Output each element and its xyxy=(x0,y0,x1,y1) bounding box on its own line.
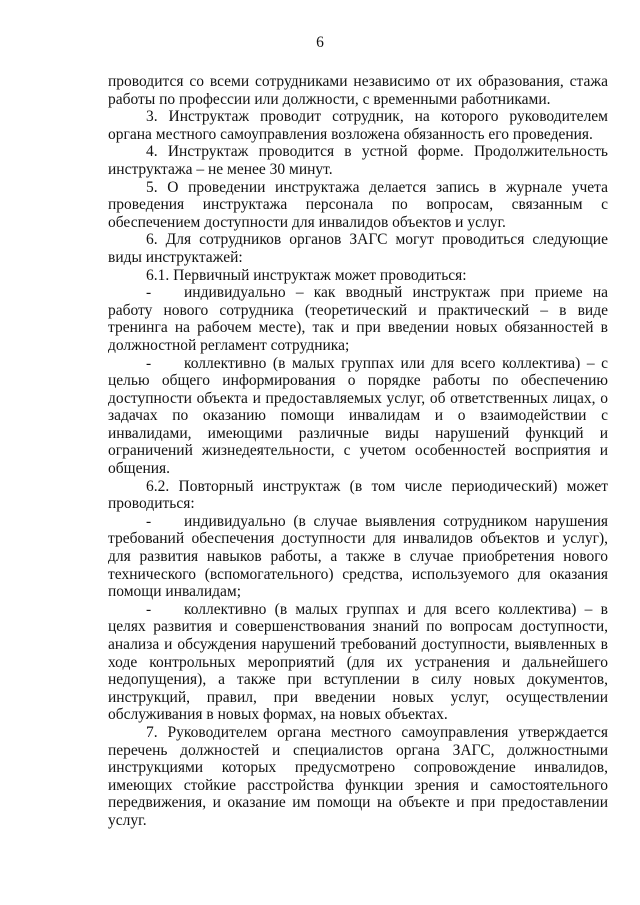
paragraph-7: 7. Руководителем органа местного самоуправления утверждается перечень должностей и специалистов органа ЗАГС, должностными инструкциями которых предусмотрено сопровождение инвалидов, имеющих стойкие расстройства функции зрения и самостоятельного передвижения, и оказание им помощи на объекте и при предоставлении услуг. xyxy=(108,723,608,829)
list-item-text: коллективно (в малых группах и для всего коллектива) – в целях развития и совершенствования знаний по вопросам доступности, анализа и обсуждения нарушений требований доступности, выявленных в ходе контрольных мероприятий (для их устранения и дальнейшего недопущения), а также при вступлении в силу новых документов, инструкций, правил, при введении новых услуг, осуществлении обслуживания в новых формах, на новых объектах. xyxy=(108,600,608,724)
paragraph-continuation: проводится со всеми сотрудниками независимо от их образования, стажа работы по профессии или должности, с временными работниками. xyxy=(108,73,608,108)
list-item-text: индивидуально (в случае выявления сотрудником нарушения требований обеспечения доступности для инвалидов объектов и услуг), для развития навыков работы, а также в случае приобретения нового технического (вспомогательного) средства, используемого для оказания помощи инвалидам; xyxy=(108,512,608,601)
paragraph-6-1: 6.1. Первичный инструктаж может проводиться: xyxy=(146,266,467,284)
paragraph-6-2: 6.2. Повторный инструктаж (в том числе периодический) может проводиться: xyxy=(108,477,608,513)
dash-marker: - xyxy=(146,284,152,302)
paragraph-6: 6. Для сотрудников органов ЗАГС могут проводиться следующие виды инструктажей: xyxy=(108,231,608,266)
list-item xyxy=(108,355,608,478)
page-number: 6 xyxy=(316,34,324,51)
paragraph-5: 5. О проведении инструктажа делается запись в журнале учета проведения инструктажа персонала по вопросам, связанным с обеспечением доступности для инвалидов объектов и услуг. xyxy=(108,178,608,231)
dash-marker: - xyxy=(146,512,152,530)
paragraph-4: 4. Инструктаж проводится в устной форме. Продолжительность инструктажа – не менее 30 минут. xyxy=(108,143,608,178)
list-item xyxy=(108,513,608,601)
dash-marker: - xyxy=(146,354,152,372)
paragraph-3: 3. Инструктаж проводит сотрудник, на которого руководителем органа местного самоуправления возложена обязанность его проведения. xyxy=(108,108,608,143)
dash-marker: - xyxy=(146,600,152,618)
document-body xyxy=(108,73,608,830)
list-item xyxy=(108,284,608,354)
list-item-text: индивидуально – как вводный инструктаж при приеме на работу нового сотрудника (теоретический и практический – в виде тренинга на рабочем месте), так и при введении новых обязанностей в должностной регламент сотрудника; xyxy=(108,284,608,354)
list-item xyxy=(108,601,608,724)
list-item-text: коллективно (в малых группах или для всего коллектива) – с целью общего информирования о порядке работы по обеспечению доступности объекта и предоставляемых услуг, об ответственных лицах, о задачах по оказанию помощи инвалидам и о взаимодействии с инвалидами, имеющими различные виды нарушений функций и ограничений жизнедеятельности, с учетом особенностей восприятия и общения. xyxy=(108,354,608,478)
